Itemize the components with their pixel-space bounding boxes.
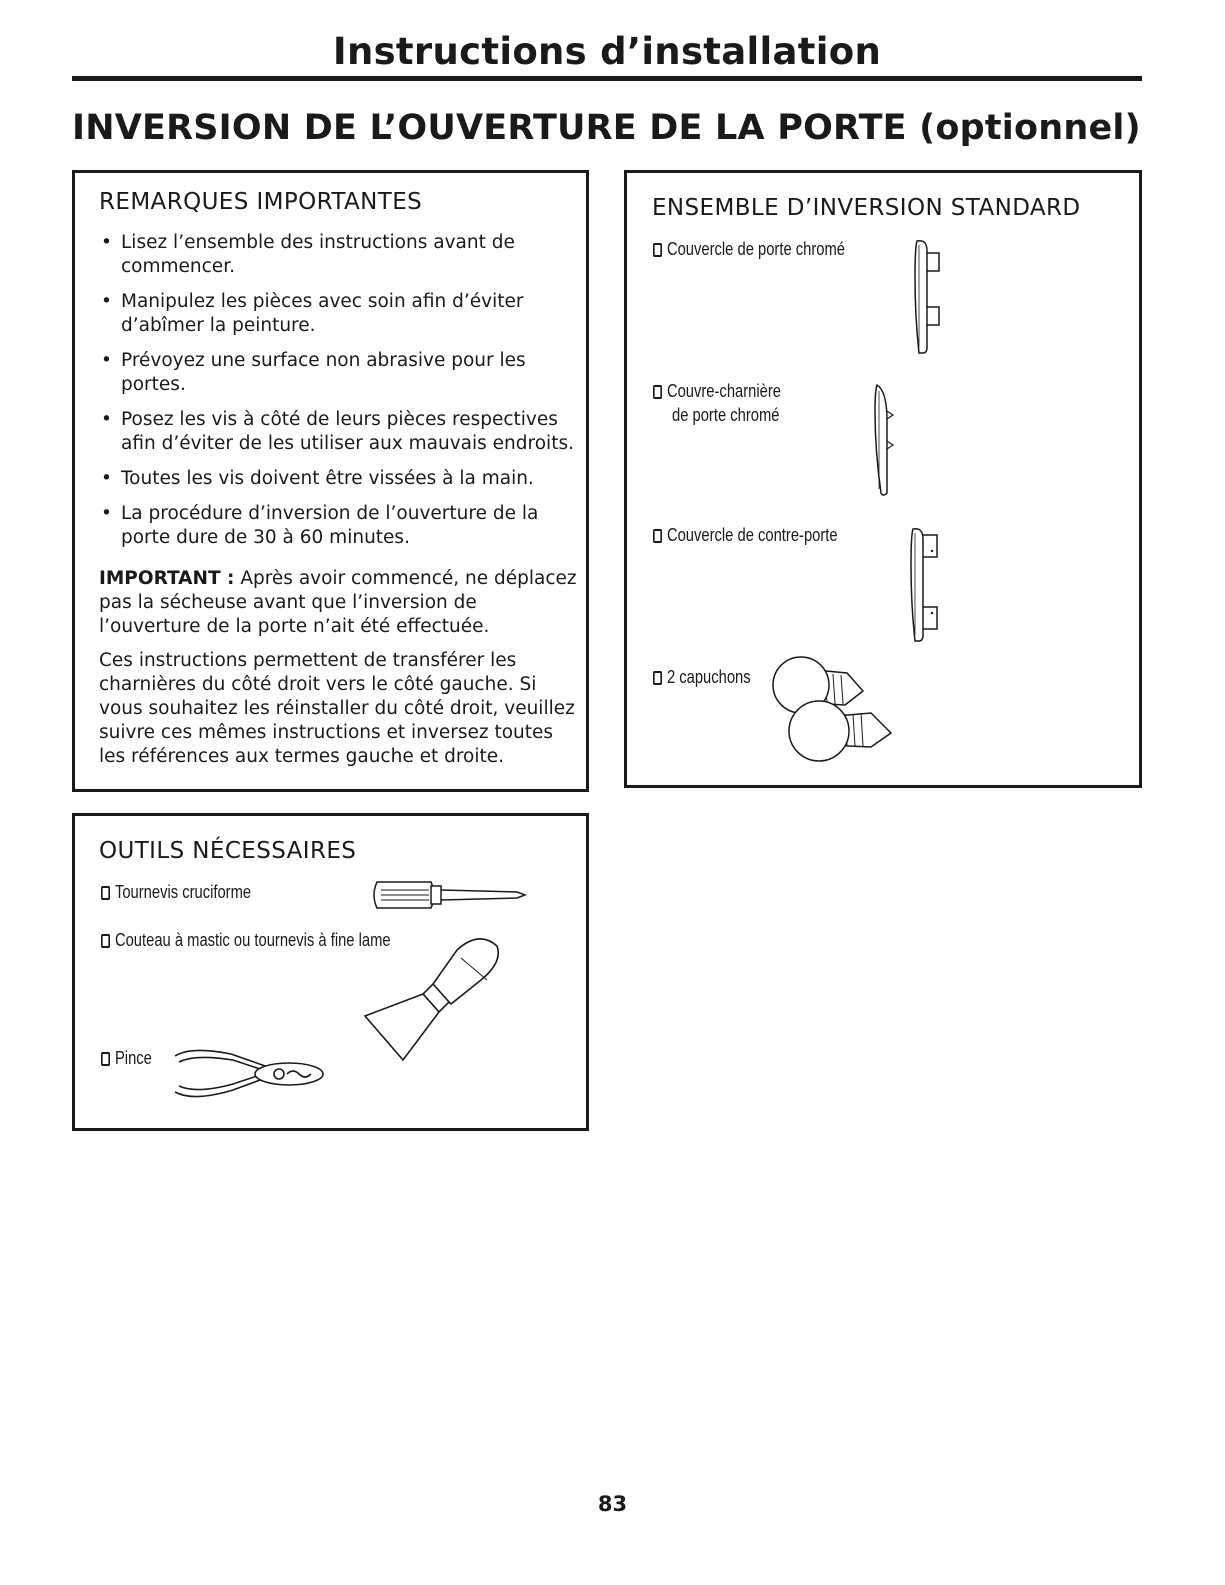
kit-item-hinge-cover: Couvre-charnière (653, 379, 781, 403)
kit-item-hinge-cover-line2: de porte chromé (672, 405, 780, 425)
checkbox[interactable] (101, 1052, 110, 1066)
note-item: • Posez les vis à côté de leurs pièces respectives afin d’éviter de les utiliser aux mauvais endroits. (99, 408, 579, 456)
checkbox[interactable] (101, 886, 110, 900)
reversal-kit-box (624, 170, 1142, 788)
transfer-paragraph: Ces instructions permettent de transférer les charnières du côté droit vers le côté gauche. Si vous souhaitez les réinstaller du côté droit, veuillez suivre ces mêmes instructions et inversez toutes les références aux termes gauche et droite. (99, 650, 575, 767)
header-rule (72, 76, 1142, 81)
putty-knife-icon (361, 928, 511, 1064)
tools-heading: OUTILS NÉCESSAIRES (99, 838, 357, 864)
door-cover-icon (909, 237, 949, 355)
checkbox[interactable] (653, 529, 662, 543)
phillips-screwdriver-icon (371, 878, 531, 912)
important-text: Après avoir commencé, ne déplacez pas la sécheuse avant que l’inversion de l’ouverture de la porte n’ait été effectuée. (99, 568, 577, 637)
kit-item-door-cover: Couvercle de porte chromé (653, 237, 845, 261)
section-header: Instructions d’installation (332, 30, 882, 73)
kit-item-caps: 2 capuchons (653, 665, 751, 689)
notes-heading: REMARQUES IMPORTANTES (99, 189, 423, 215)
checkbox[interactable] (653, 671, 662, 685)
checkbox[interactable] (653, 243, 662, 257)
note-item: • Prévoyez une surface non abrasive pour les portes. (99, 349, 579, 397)
hinge-cover-icon (871, 381, 901, 499)
pliers-icon (171, 1042, 331, 1102)
notes-list (99, 231, 579, 561)
caps-icon (767, 651, 897, 771)
tool-item-putty-knife: Couteau à mastic ou tournevis à fine lame (101, 928, 391, 952)
note-item: • Toutes les vis doivent être vissées à la main. (99, 467, 579, 491)
required-tools-box (72, 813, 589, 1131)
counter-door-cover-icon (905, 525, 945, 643)
important-label: IMPORTANT : (99, 568, 235, 589)
note-item: • La procédure d’inversion de l’ouverture de la porte dure de 30 à 60 minutes. (99, 502, 579, 550)
kit-heading: ENSEMBLE D’INVERSION STANDARD (652, 195, 1081, 221)
important-notes-box (72, 170, 589, 792)
tool-item-screwdriver: Tournevis cruciforme (101, 880, 251, 904)
note-item: • Lisez l’ensemble des instructions avant de commencer. (99, 231, 579, 279)
page-number: 83 (597, 1492, 628, 1516)
kit-item-counter-door-cover: Couvercle de contre-porte (653, 523, 838, 547)
checkbox[interactable] (101, 934, 110, 948)
note-item: • Manipulez les pièces avec soin afin d’éviter d’abîmer la peinture. (99, 290, 579, 338)
important-note (99, 567, 583, 639)
checkbox[interactable] (653, 385, 662, 399)
tool-item-pliers: Pince (101, 1046, 152, 1070)
page-title: INVERSION DE L’OUVERTURE DE LA PORTE (optionnel) (72, 108, 1141, 148)
